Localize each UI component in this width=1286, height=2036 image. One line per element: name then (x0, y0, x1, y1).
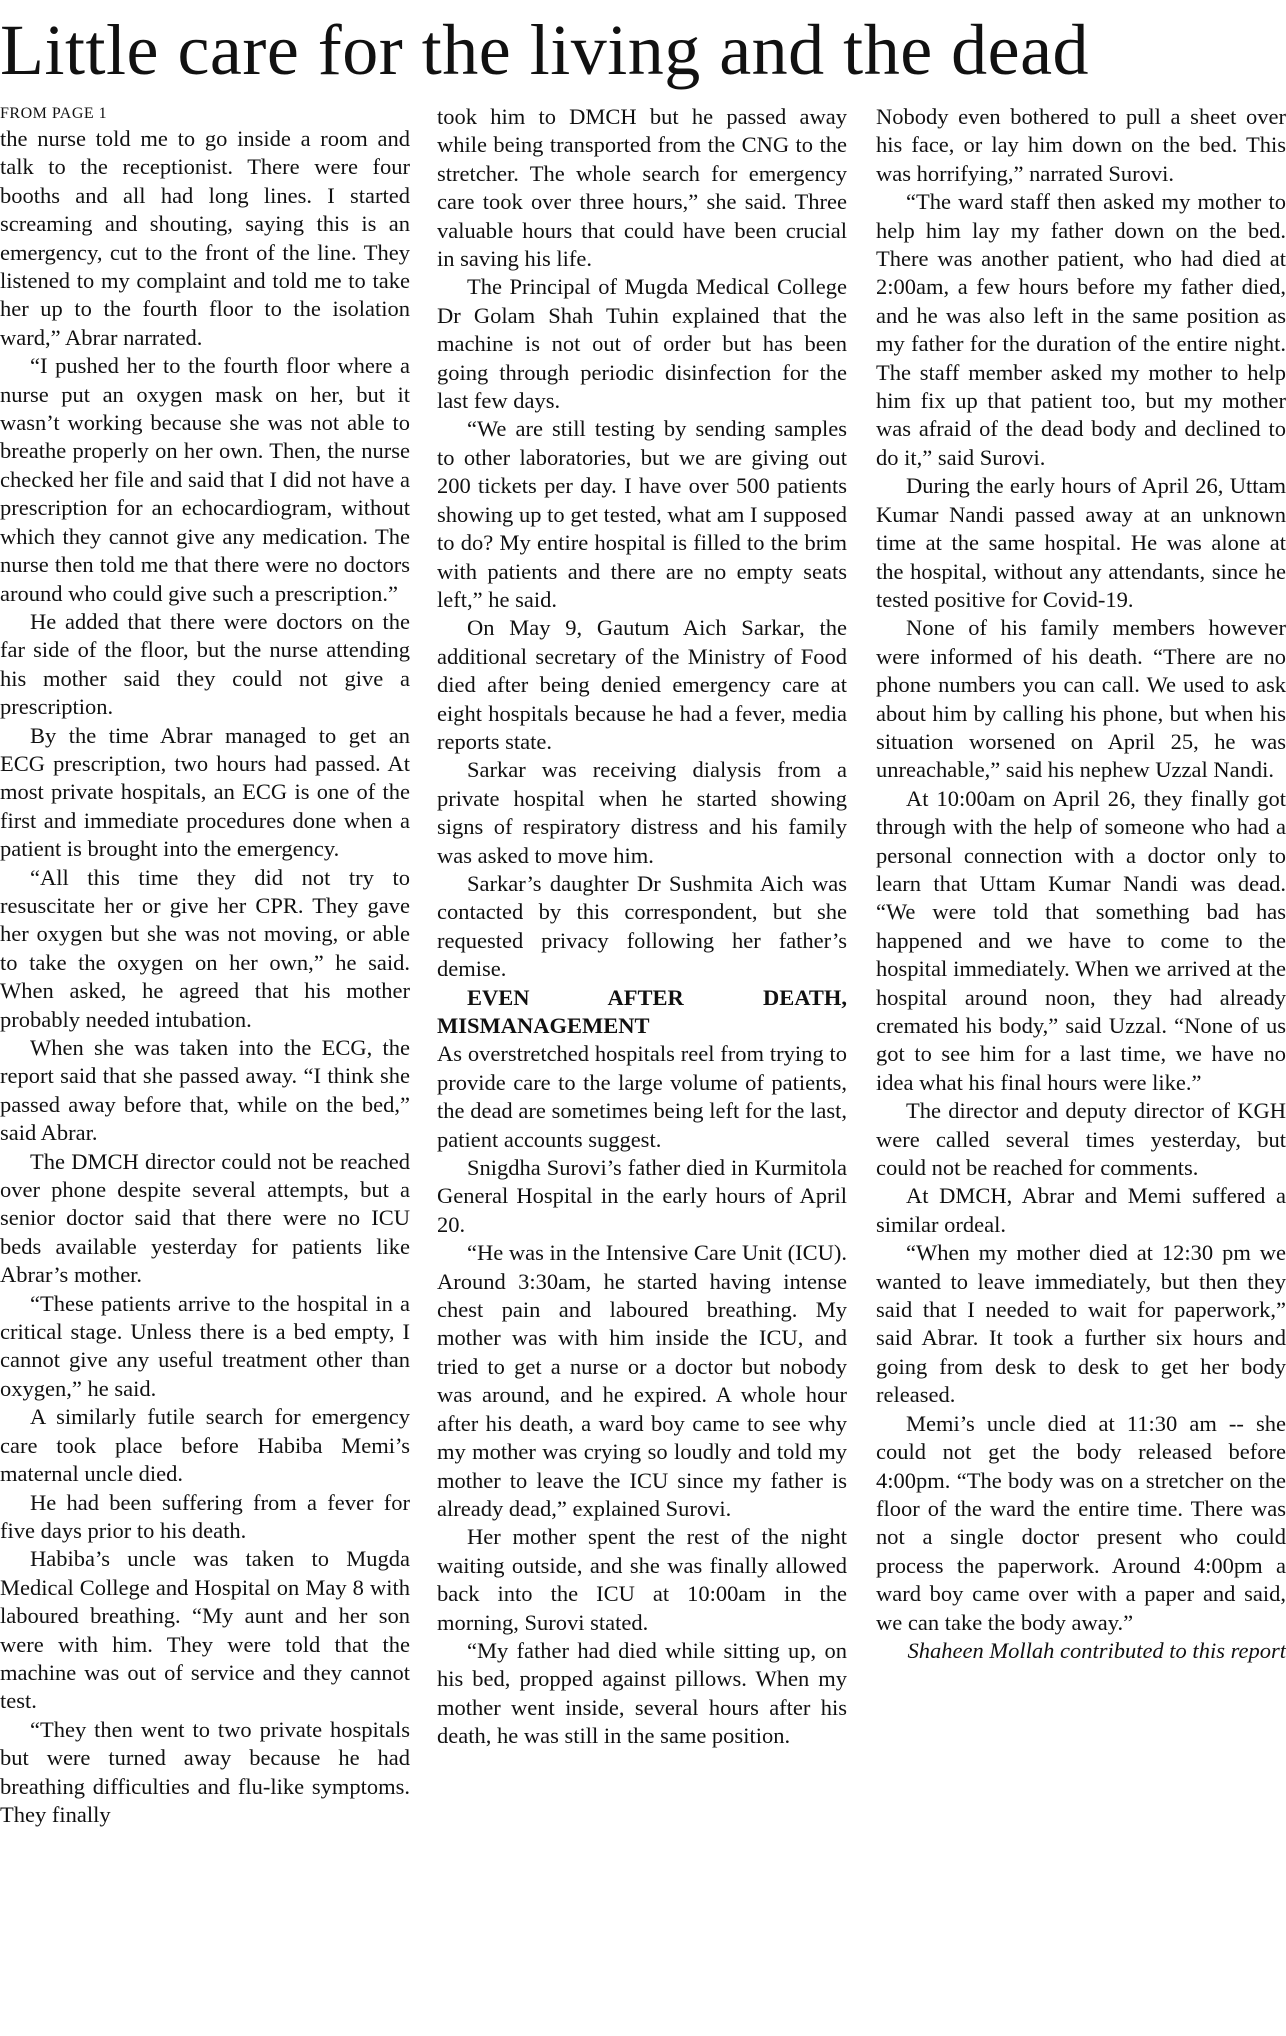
article-column-1 (0, 103, 410, 1829)
headline: Little care for the living and the dead (0, 10, 1090, 90)
paragraph: Sarkar was receiving dialysis from a private hospital when he started showing signs of respiratory distress and his family was asked to move him. (437, 757, 847, 868)
paragraph: He had been suffering from a fever for five days prior to his death. (0, 1489, 410, 1543)
paragraph: The Principal of Mugda Medical College Dr Golam Shah Tuhin explained that the machine is not out of order but has been going through periodic disinfection for the last few days. (437, 274, 847, 414)
paragraph: the nurse told me to go inside a room and talk to the receptionist. There were four booths and all had long lines. I started screaming and shouting, saying this is an emergency, cut to the front of the line. They listened to my complaint and told me to take her up to the fourth floor to the isolation ward,” Abrar narrated. (0, 126, 410, 350)
paragraph: “All this time they did not try to resuscitate her or give her CPR. They gave her oxygen but she was not moving, or able to take the oxygen on her own,” he said. When asked, he agreed that his mother probably needed intubation. (0, 864, 410, 1032)
article-column-2 (437, 103, 847, 1751)
paragraph: At DMCH, Abrar and Memi suffered a similar ordeal. (876, 1183, 1286, 1237)
paragraph: “He was in the Intensive Care Unit (ICU). Around 3:30am, he started having intense chest pain and laboured breathing. My mother was with him inside the ICU, and tried to get a nurse or a doctor but nobody was around, and he expired. A whole hour after his death, a ward boy came to see why my mother was crying so loudly and told my mother to leave the ICU since my father is already dead,” explained Surovi. (437, 1240, 847, 1521)
article-column-3 (876, 103, 1286, 1665)
paragraph: During the early hours of April 26, Uttam Kumar Nandi passed away at an unknown time at the same hospital. He was alone at the hospital, without any attendants, since he tested positive for Covid-19. (876, 473, 1286, 612)
paragraph: “The ward staff then asked my mother to help him lay my father down on the bed. There was another patient, who had died at 2:00am, a few hours before my father died, and he was also left in the same position as my father for the duration of the entire night. The staff member asked my mother to help him fix up that patient too, but my mother was afraid of the dead body and declined to do it,” said Surovi. (876, 189, 1286, 470)
paragraph: None of his family members however were informed of his death. “There are no phone numbers you can call. We used to ask about him by calling his phone, but when his situation worsened on April 25, he was unreachable,” said his nephew Uzzal Nandi. (876, 615, 1286, 783)
paragraph: “I pushed her to the fourth floor where a nurse put an oxygen mask on her, but it wasn’t working because she was not able to breathe properly on her own. Then, the nurse checked her file and said that I did not have a prescription for an echocardiogram, without which they cannot give any medication. The nurse then told me that there were no doctors around who could give such a prescription.” (0, 353, 410, 606)
paragraph: At 10:00am on April 26, they finally got through with the help of someone who had a personal connection with a doctor only to learn that Uttam Kumar Nandi was dead. “We were told that something bad has happened and we have to come to the hospital immediately. When we arrived at the hospital around noon, they had already cremated his body,” said Uzzal. “None of us got to see him for a last time, we have no idea what his final hours were like.” (876, 785, 1286, 1095)
paragraph: As overstretched hospitals reel from trying to provide care to the large volume of patients, the dead are sometimes being left for the last, patient accounts suggest. (437, 1041, 847, 1152)
paragraph: “My father had died while sitting up, on his bed, propped against pillows. When my mother went inside, several hours after his death, he was still in the same position. (437, 1637, 847, 1749)
paragraph: He added that there were doctors on the far side of the floor, but the nurse attending his mother said they could not give a prescription. (0, 608, 410, 720)
paragraph: A similarly futile search for emergency care took place before Habiba Memi’s maternal uncle died. (0, 1404, 410, 1487)
paragraph: “We are still testing by sending samples to other laboratories, but we are giving out 200 tickets per day. I have over 500 patients showing up to get tested, what am I supposed to do? My entire hospital is filled to the brim with patients and there are no empty seats left,” he said. (437, 416, 847, 612)
paragraph: By the time Abrar managed to get an ECG prescription, two hours had passed. At most private hospitals, an ECG is one of the first and immediate procedures done when a patient is brought into the emergency. (0, 722, 410, 862)
continuation-kicker: FROM PAGE 1 (0, 105, 108, 122)
paragraph: Nobody even bothered to pull a sheet over his face, or lay him down on the bed. This was horrifying,” narrated Surovi. (876, 104, 1286, 186)
paragraph: The DMCH director could not be reached over phone despite several attempts, but a senior doctor said that there were no ICU beds available yesterday for patients like Abrar’s mother. (0, 1148, 410, 1288)
paragraph: “When my mother died at 12:30 pm we wanted to leave immediately, but then they said that I needed to wait for paperwork,” said Abrar. It took a further six hours and going from desk to desk to get her body released. (876, 1240, 1286, 1408)
paragraph: “They then went to two private hospitals but were turned away because he had breathing difficulties and flu-like symptoms. They finally (0, 1716, 410, 1827)
paragraph: Snigdha Surovi’s father died in Kurmitola General Hospital in the early hours of April 20. (437, 1155, 847, 1237)
paragraph: Habiba’s uncle was taken to Mugda Medical College and Hospital on May 8 with laboured breathing. “My aunt and her son were with him. They were told that the machine was out of service and they cannot test. (0, 1546, 410, 1714)
contributor-credit: Shaheen Mollah contributed to this report (907, 1637, 1286, 1663)
section-subhead: EVEN AFTER DEATH, MISMANAGEMENT (437, 984, 847, 1038)
paragraph: The director and deputy director of KGH were called several times yesterday, but could not be reached for comments. (876, 1098, 1286, 1181)
paragraph: Memi’s uncle died at 11:30 am -- she could not get the body released before 4:00pm. “The body was on a stretcher on the floor of the ward the entire time. There was not a single doctor present who could process the paperwork. Around 4:00pm a ward boy came over with a paper and said, we can take the body away.” (876, 1410, 1286, 1635)
paragraph: “These patients arrive to the hospital in a critical stage. Unless there is a bed empty, I cannot give any useful treatment other than oxygen,” he said. (0, 1290, 410, 1401)
paragraph: When she was taken into the ECG, the report said that she passed away. “I think she passed away before that, while on the bed,” said Abrar. (0, 1035, 410, 1146)
paragraph: On May 9, Gautum Aich Sarkar, the additional secretary of the Ministry of Food died after being denied emergency care at eight hospitals because he had a fever, media reports state. (437, 615, 847, 754)
paragraph: took him to DMCH but he passed away while being transported from the CNG to the stretcher. The whole search for emergency care took over three hours,” she said. Three valuable hours that could have been crucial in saving his life. (437, 104, 847, 272)
paragraph: Sarkar’s daughter Dr Sushmita Aich was contacted by this correspondent, but she requested privacy following her father’s demise. (437, 870, 847, 982)
paragraph: Her mother spent the rest of the night waiting outside, and she was finally allowed back into the ICU at 10:00am in the morning, Surovi stated. (437, 1524, 847, 1635)
